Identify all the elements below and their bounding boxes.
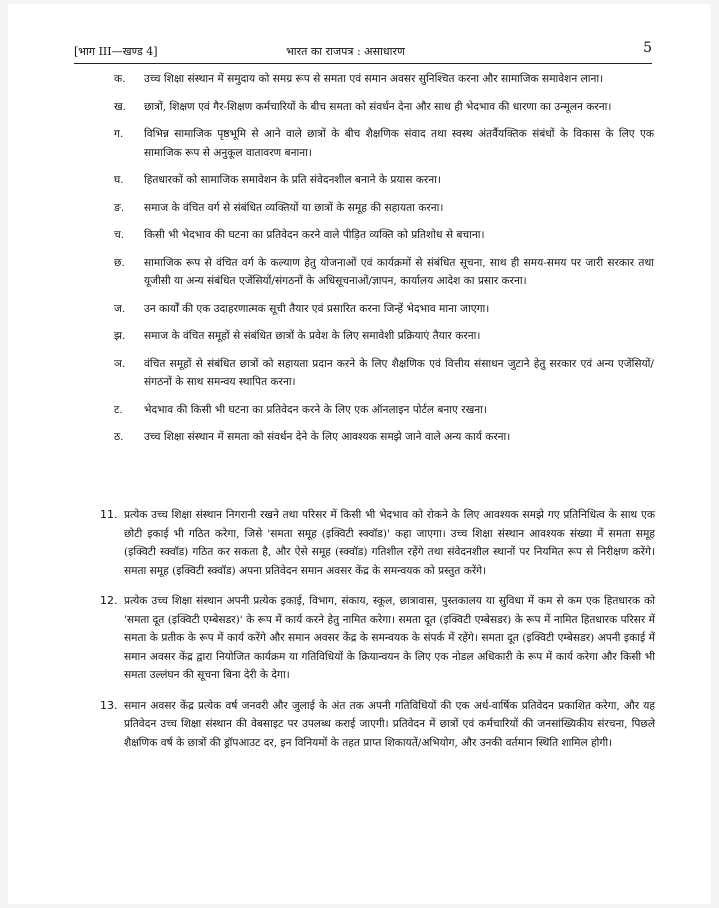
list-item-text: हितधारकों को सामाजिक समावेशन के प्रति संवेदनशील बनाने के प्रयास करना। [144,174,441,186]
list-item-label: झ. [114,330,126,342]
list-item [114,125,654,162]
list-item-text: किसी भी भेदभाव की घटना का प्रतिवेदन करने वाले पीड़ित व्यक्ति को प्रतिशोध से बचाना। [144,229,485,241]
list-item-text: भेदभाव की किसी भी घटना का प्रतिवेदन करने के लिए एक ऑनलाइन पोर्टल बनाए रखना। [144,403,487,416]
header-gazette-title: भारत का राजपत्र : असाधारण [286,45,405,58]
numbered-paragraph [100,592,655,685]
paragraph-text: प्रत्येक उच्च शिक्षा संस्थान अपनी प्रत्येक इकाई, विभाग, संकाय, स्कूल, छात्रावास, पुस्तकालय या सुविधा में कम से कम एक हितधारक को 'समता दूत (इक्विटी एम्बेसडर)' के रूप में कार्य करने हेतु नामित करेगा। समता दूत (इक्विटी एम्बेसडर) के रूप में नामित हितधारक परिसर में समता के प्रतीक के रूप में कार्य करेंगे और समान अवसर केंद्र के समन्वयक के संपर्क में रहेंगे। समता दूत (इक्विटी एम्बेसडर) अपनी इकाई में समान अवसर केंद्र द्वारा नियोजित कार्यक्रम या गतिविधियों के क्रियान्वयन के लिए एक नोडल अधिकारी के रूप में कार्य करेगा और किसी भी समता उल्लंघन की सूचना बिना देरी के देगा। [124,595,655,681]
list-item [114,401,654,420]
list-item-text: विभिन्न सामाजिक पृष्ठभूमि से आने वाले छात्रों के बीच शैक्षणिक संवाद तथा स्वस्थ अंतर्वैयक्तिक संबंधों के विकास के लिए एक सामाजिक रूप से अनुकूल वातावरण बनाना। [144,128,654,159]
list-item [114,98,654,117]
list-item [114,70,654,89]
list-item-label: ग. [114,128,124,140]
list-item-label: ठ. [114,431,124,443]
header-rule [74,63,652,64]
numbered-paragraph [100,506,655,580]
paragraph-number: 11. [100,508,118,521]
list-item-text: छात्रों, शिक्षण एवं गैर-शिक्षण कर्मचारियों के बीच समता को संवर्धन देना और साथ ही भेदभाव की धारणा का उन्मूलन करना। [144,100,612,113]
list-item-text: वंचित समूहों से संबंधित छात्रों को सहायता प्रदान करने के लिए शैक्षणिक एवं वित्तीय संसाधन जुटाने हेतु सरकार एवं अन्य एजेंसियों/संगठनों के साथ समन्वय स्थापित करना। [144,357,654,388]
list-item-label: ख. [114,100,127,113]
paragraph-number: 12. [100,594,118,607]
list-item [114,171,654,190]
list-item [114,355,654,392]
list-item-text: उच्च शिक्षा संस्थान में समता को संवर्धन देने के लिए आवश्यक समझे जाने वाले अन्य कार्य करना। [144,431,511,443]
list-item [114,199,654,218]
sub-item-list [114,70,654,456]
list-item-label: ङ. [114,201,125,214]
list-item-label: छ. [114,256,125,269]
list-item-text: उच्च शिक्षा संस्थान में समुदाय को समग्र रूप से समता एवं समान अवसर सुनिश्चित करना और सामाजिक समावेशन लाना। [144,73,604,85]
list-item-label: घ. [114,174,124,186]
list-item-label: ञ. [114,357,126,370]
numbered-paragraph [100,697,655,753]
numbered-paragraphs [100,506,655,764]
list-item-label: च. [114,229,125,241]
list-item-label: क. [114,73,126,85]
page-number: 5 [643,40,652,56]
paragraph-text: समान अवसर केंद्र प्रत्येक वर्ष जनवरी और जुलाई के अंत तक अपनी गतिविधियों की एक अर्ध-वार्षिक प्रतिवेदन प्रकाशित करेगा, और यह प्रतिवेदन उच्च शिक्षा संस्थान की वेबसाइट पर उपलब्ध कराई जाएगी। प्रतिवेदन में छात्रों एवं कर्मचारियों की जनसांख्यिकीय संरचना, पिछले शैक्षणिक वर्ष के छात्रों की ड्रॉपआउट दर, इन विनियमों के तहत प्राप्त शिकायतें/अभियोग, और उनकी वर्तमान स्थिति शामिल होगी। [124,699,655,749]
document-page [8,4,711,904]
list-item-text: सामाजिक रूप से वंचित वर्ग के कल्याण हेतु योजनाओं एवं कार्यक्रमों से संबंधित सूचना, साथ ही समय-समय पर जारी सरकार तथा यूजीसी या अन्य संबंधित एजेंसियों/संगठनों के अधिसूचनाओं/ज्ञापन, कार्यालय आदेश का प्रसार करना। [144,256,654,287]
list-item [114,254,654,291]
page-header [74,42,652,60]
list-item [114,226,654,245]
list-item [114,428,654,447]
list-item [114,300,654,319]
paragraph-number: 13. [100,698,118,712]
paragraph-text: प्रत्येक उच्च शिक्षा संस्थान निगरानी रखने तथा परिसर में किसी भी भेदभाव को रोकने के लिए आवश्यक समझे गए प्रतिनिधित्व के साथ एक छोटी इकाई भी गठित करेगा, जिसे 'समता समूह (इक्विटी स्क्वॉड)' कहा जाएगा। उच्च शिक्षा संस्थान आवश्यक संख्या में समता समूह (इक्विटी स्क्वॉड) गठित कर सकता है, और ऐसे समूह (स्क्वॉड) गतिशील रहेंगे तथा संवेदनशील स्थानों पर नियमित रूप से निरीक्षण करेंगे। समता समूह (इक्विटी स्क्वॉड) अपना प्रतिवेदन समान अवसर केंद्र के समन्वयक को प्रस्तुत करेंगे। [124,509,655,577]
list-item-text: समाज के वंचित वर्ग से संबंधित व्यक्तियों या छात्रों के समूह की सहायता करना। [144,201,444,214]
header-section-label: [भाग III—खण्ड 4] [74,45,158,58]
list-item-text: समाज के वंचित समूहों से संबंधित छात्रों के प्रवेश के लिए समावेशी प्रक्रियाएं तैयार करना। [144,330,481,342]
list-item-text: उन कार्यों की एक उदाहरणात्मक सूची तैयार एवं प्रसारित करना जिन्हें भेदभाव माना जाएगा। [144,302,490,315]
list-item [114,327,654,346]
list-item-label: ट. [114,403,123,416]
list-item-label: ज. [114,302,126,315]
